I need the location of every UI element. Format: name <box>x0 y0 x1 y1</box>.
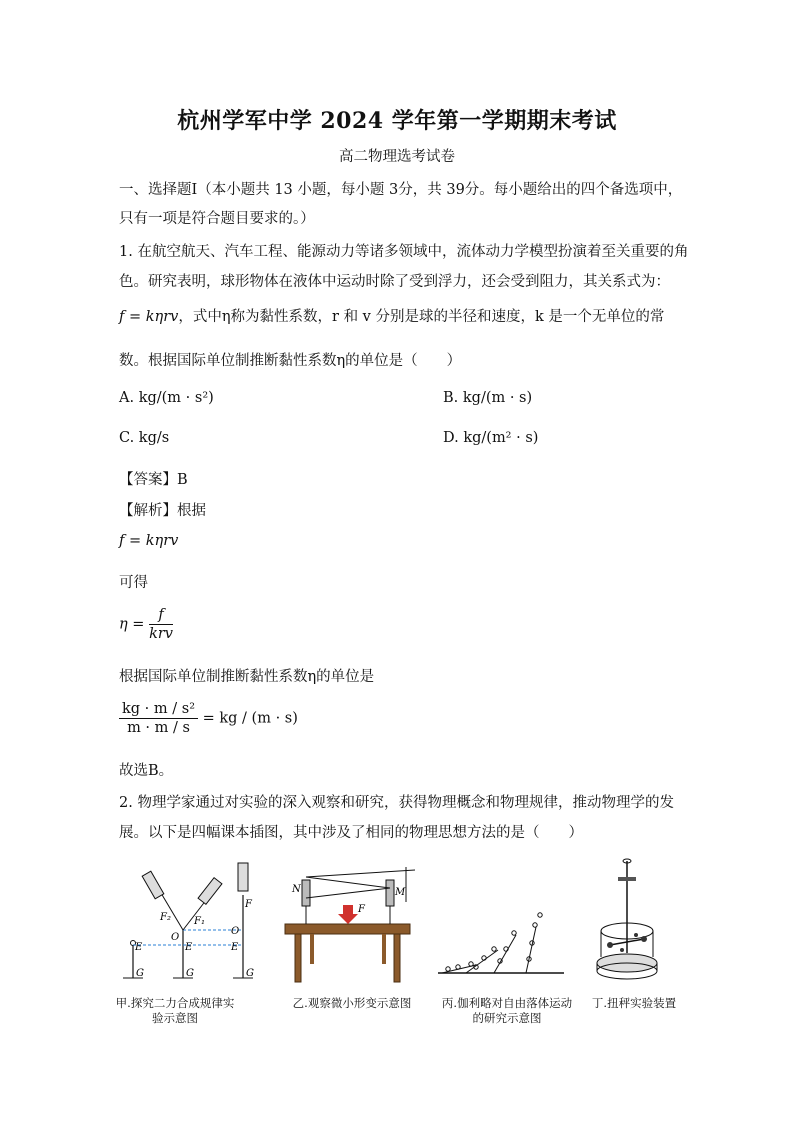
unit-fraction <box>119 700 198 737</box>
q2-line1: 2. 物理学家通过对实验的深入观察和研究，获得物理概念和物理规律，推动物理学的发 <box>119 795 674 811</box>
figure-jia-force-composition <box>118 860 268 985</box>
section-heading-line1: 一、选择题Ⅰ（本小题共 13 小题，每小题 3分，共 39分。每小题给出的四个备选项中， <box>119 182 683 198</box>
q1-analysis-label: 【解析】根据 <box>119 503 206 519</box>
label-f2: F₂ <box>160 912 171 923</box>
q1-line3-rest: ，式中η称为黏性系数，r 和 v 分别是球的半径和速度，k 是一个无单位的常 <box>178 309 665 325</box>
label-g-mid: G <box>186 968 194 979</box>
page-subtitle: 高二物理选考试卷 <box>339 149 455 165</box>
q1-option-c: C. kg/s <box>119 430 170 446</box>
caption-bing-line2: 的研究示意图 <box>472 1011 542 1025</box>
q1-formula-2: f = kηrv <box>119 533 179 549</box>
unit-numerator: kg · m / s² <box>119 700 198 719</box>
q1-option-d: D. kg/(m² · s) <box>443 430 539 446</box>
q1-option-b: B. kg/(m · s) <box>443 390 533 406</box>
eta-lhs: η = <box>119 616 145 633</box>
label-e-left: E <box>135 942 143 953</box>
q1-option-a: A. kg/(m · s²) <box>119 390 214 406</box>
q2-line2: 展。以下是四幅课本插图，其中涉及了相同的物理思想方法的是（ ） <box>119 825 583 841</box>
figure-yi-micro-deformation <box>280 862 415 984</box>
q1-line1: 1. 在航空航天、汽车工程、能源动力等诸多领域中，流体动力学模型扮演着至关重要的角 <box>119 244 689 260</box>
eta-denominator: krv <box>149 626 173 642</box>
label-g-right: G <box>246 968 254 979</box>
q1-line3 <box>119 305 664 326</box>
caption-jia-line2: 验示意图 <box>152 1011 198 1025</box>
q1-unit-equation <box>119 700 298 737</box>
section-heading-line2: 只有一项是符合题目要求的。） <box>119 211 315 227</box>
eta-fraction <box>149 606 173 643</box>
caption-bing <box>432 996 582 1026</box>
caption-yi: 乙.观察微小形变示意图 <box>292 996 412 1010</box>
q1-eta-equation <box>119 606 173 643</box>
unit-denominator: m · m / s <box>127 720 190 736</box>
label-f: F <box>245 899 252 910</box>
q1-line2: 色。研究表明，球形物体在液体中运动时除了受到浮力，还会受到阻力，其关系式为： <box>119 274 670 290</box>
label-n: N <box>292 884 301 895</box>
label-o-mid: O <box>171 932 180 943</box>
label-f-table: F <box>358 904 365 915</box>
caption-jia <box>110 996 240 1026</box>
label-o-right: O <box>231 926 240 937</box>
label-f1: F₁ <box>194 916 205 927</box>
caption-bing-line1: 丙.伽利略对自由落体运动 <box>441 996 573 1010</box>
figure-ding-torsion-balance <box>592 853 662 983</box>
label-e-right: E <box>231 942 239 953</box>
page-title: 杭州学军中学 2024 学年第一学期期末考试 <box>177 108 617 134</box>
eta-numerator: f <box>149 606 173 625</box>
caption-jia-line1: 甲.探究二力合成规律实 <box>115 996 235 1010</box>
caption-ding: 丁.扭秤实验装置 <box>591 996 677 1010</box>
q1-line4: 数。根据国际单位制推断黏性系数η的单位是（ ） <box>119 353 462 369</box>
label-m: M <box>395 887 406 898</box>
q1-formula: f = kηrv <box>119 309 179 325</box>
q1-conclusion: 故选B。 <box>119 763 174 779</box>
label-e-mid: E <box>185 942 193 953</box>
q1-genju: 根据国际单位制推断黏性系数η的单位是 <box>119 669 375 685</box>
figure-bing-galileo-inclines <box>436 905 566 980</box>
label-g-left: G <box>136 968 144 979</box>
q1-answer: 【答案】B <box>119 472 188 488</box>
q1-kede: 可得 <box>119 575 148 591</box>
unit-rhs: = kg / (m · s) <box>202 710 298 727</box>
